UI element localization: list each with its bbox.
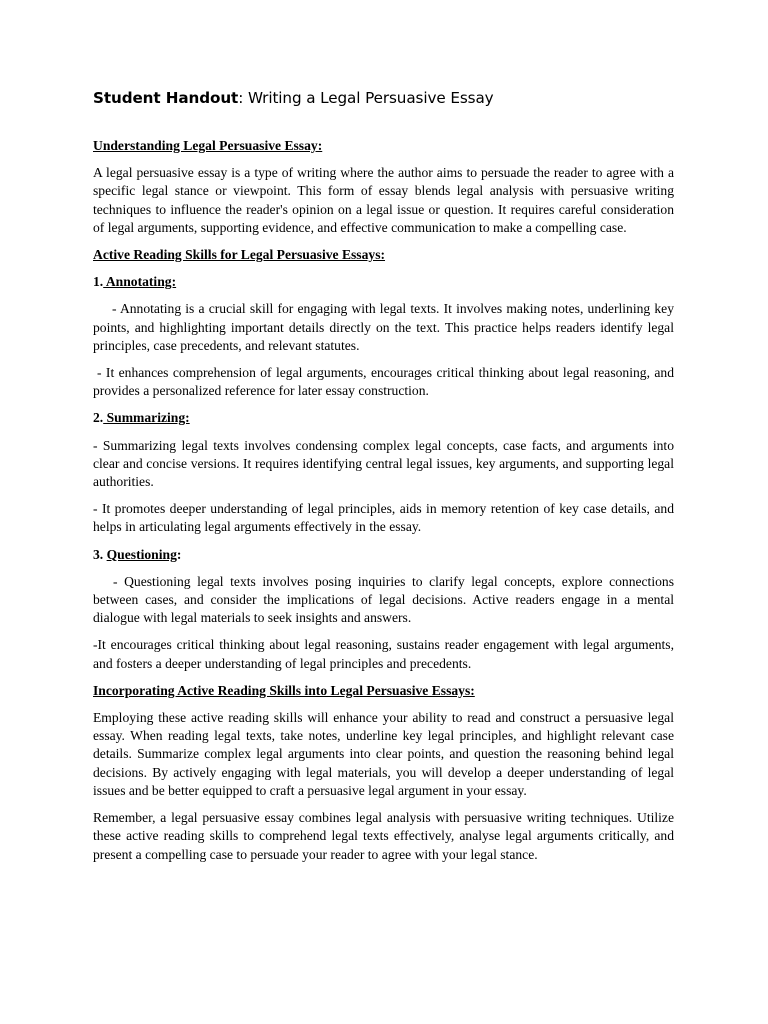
skill-point: -It encourages critical thinking about legal reasoning, sustains reader engagement with legal arguments, and fosters a deeper understanding of legal principles and precedents. xyxy=(93,637,674,671)
paragraph-definition: A legal persuasive essay is a type of writing where the author aims to persuade the reader to agree with a specific legal stance or viewpoint. This form of essay blends legal analysis with persuasive writing techniques to influence the reader's opinion on a legal issue or question. It requires careful consideration of legal arguments, supporting evidence, and effective communication to make a compelling case. xyxy=(93,165,674,235)
skill-heading-questioning xyxy=(93,546,674,564)
skill-label: Annotating: xyxy=(103,274,177,290)
skill-point: - Summarizing legal texts involves condensing complex legal concepts, case facts, and arguments into clear and concise versions. It requires identifying central legal issues, key arguments, and supporting legal authorities. xyxy=(93,437,674,490)
skill-point: - It enhances comprehension of legal arguments, encourages critical thinking about legal reasoning, and provides a personalized reference for later essay construction. xyxy=(93,365,674,399)
skill-label-suffix: : xyxy=(176,546,182,562)
paragraph-employing: Employing these active reading skills will enhance your ability to read and construct a persuasive legal essay. When reading legal texts, take notes, underline key legal principles, and highlight relevant case details. Summarize complex legal arguments into clear points, and question the reasoning behind legal decisions. By actively engaging with legal materials, you will develop a deeper understanding of legal issues and be better equipped to craft a persuasive legal argument in your essay. xyxy=(93,710,674,798)
skill-number: 3. xyxy=(93,546,104,562)
skill-label: Questioning xyxy=(106,546,177,562)
skill-heading-annotating xyxy=(93,273,674,291)
skill-number: 1. xyxy=(93,274,104,290)
paragraph-remember: Remember, a legal persuasive essay combines legal analysis with persuasive writing techniques. Utilize these active reading skills to comprehend legal texts effectively, analyse legal arguments critically, and present a compelling case to persuade your reader to agree with your legal stance. xyxy=(93,810,674,862)
document-body xyxy=(93,137,674,864)
skill-point: - Annotating is a crucial skill for engaging with legal texts. It involves making notes, underlining key points, and highlighting important details directly on the text. This practice helps readers identify legal principles, case precedents, and relevant statutes. xyxy=(93,301,674,353)
skill-number: 2. xyxy=(93,410,104,426)
page-title xyxy=(93,87,674,109)
section-heading-active-reading: Active Reading Skills for Legal Persuasive Essays: xyxy=(93,247,386,263)
skill-point: - It promotes deeper understanding of legal principles, aids in memory retention of key case details, and helps in articulating legal arguments effectively in the essay. xyxy=(93,501,674,535)
skill-heading-summarizing xyxy=(93,409,674,427)
section-heading-incorporating: Incorporating Active Reading Skills into Legal Persuasive Essays: xyxy=(93,682,475,698)
handout-page xyxy=(93,87,674,873)
section-heading-understanding: Understanding Legal Persuasive Essay: xyxy=(93,138,323,153)
page-title-rest: : Writing a Legal Persuasive Essay xyxy=(238,89,494,107)
skill-point: - Questioning legal texts involves posing inquiries to clarify legal concepts, explore connections between cases, and consider the implications of legal decisions. Active readers engage in a mental dialogue with legal materials to seek insights and answers. xyxy=(93,573,674,626)
skill-label: Summarizing: xyxy=(103,410,190,426)
page-title-bold: Student Handout xyxy=(93,89,239,107)
